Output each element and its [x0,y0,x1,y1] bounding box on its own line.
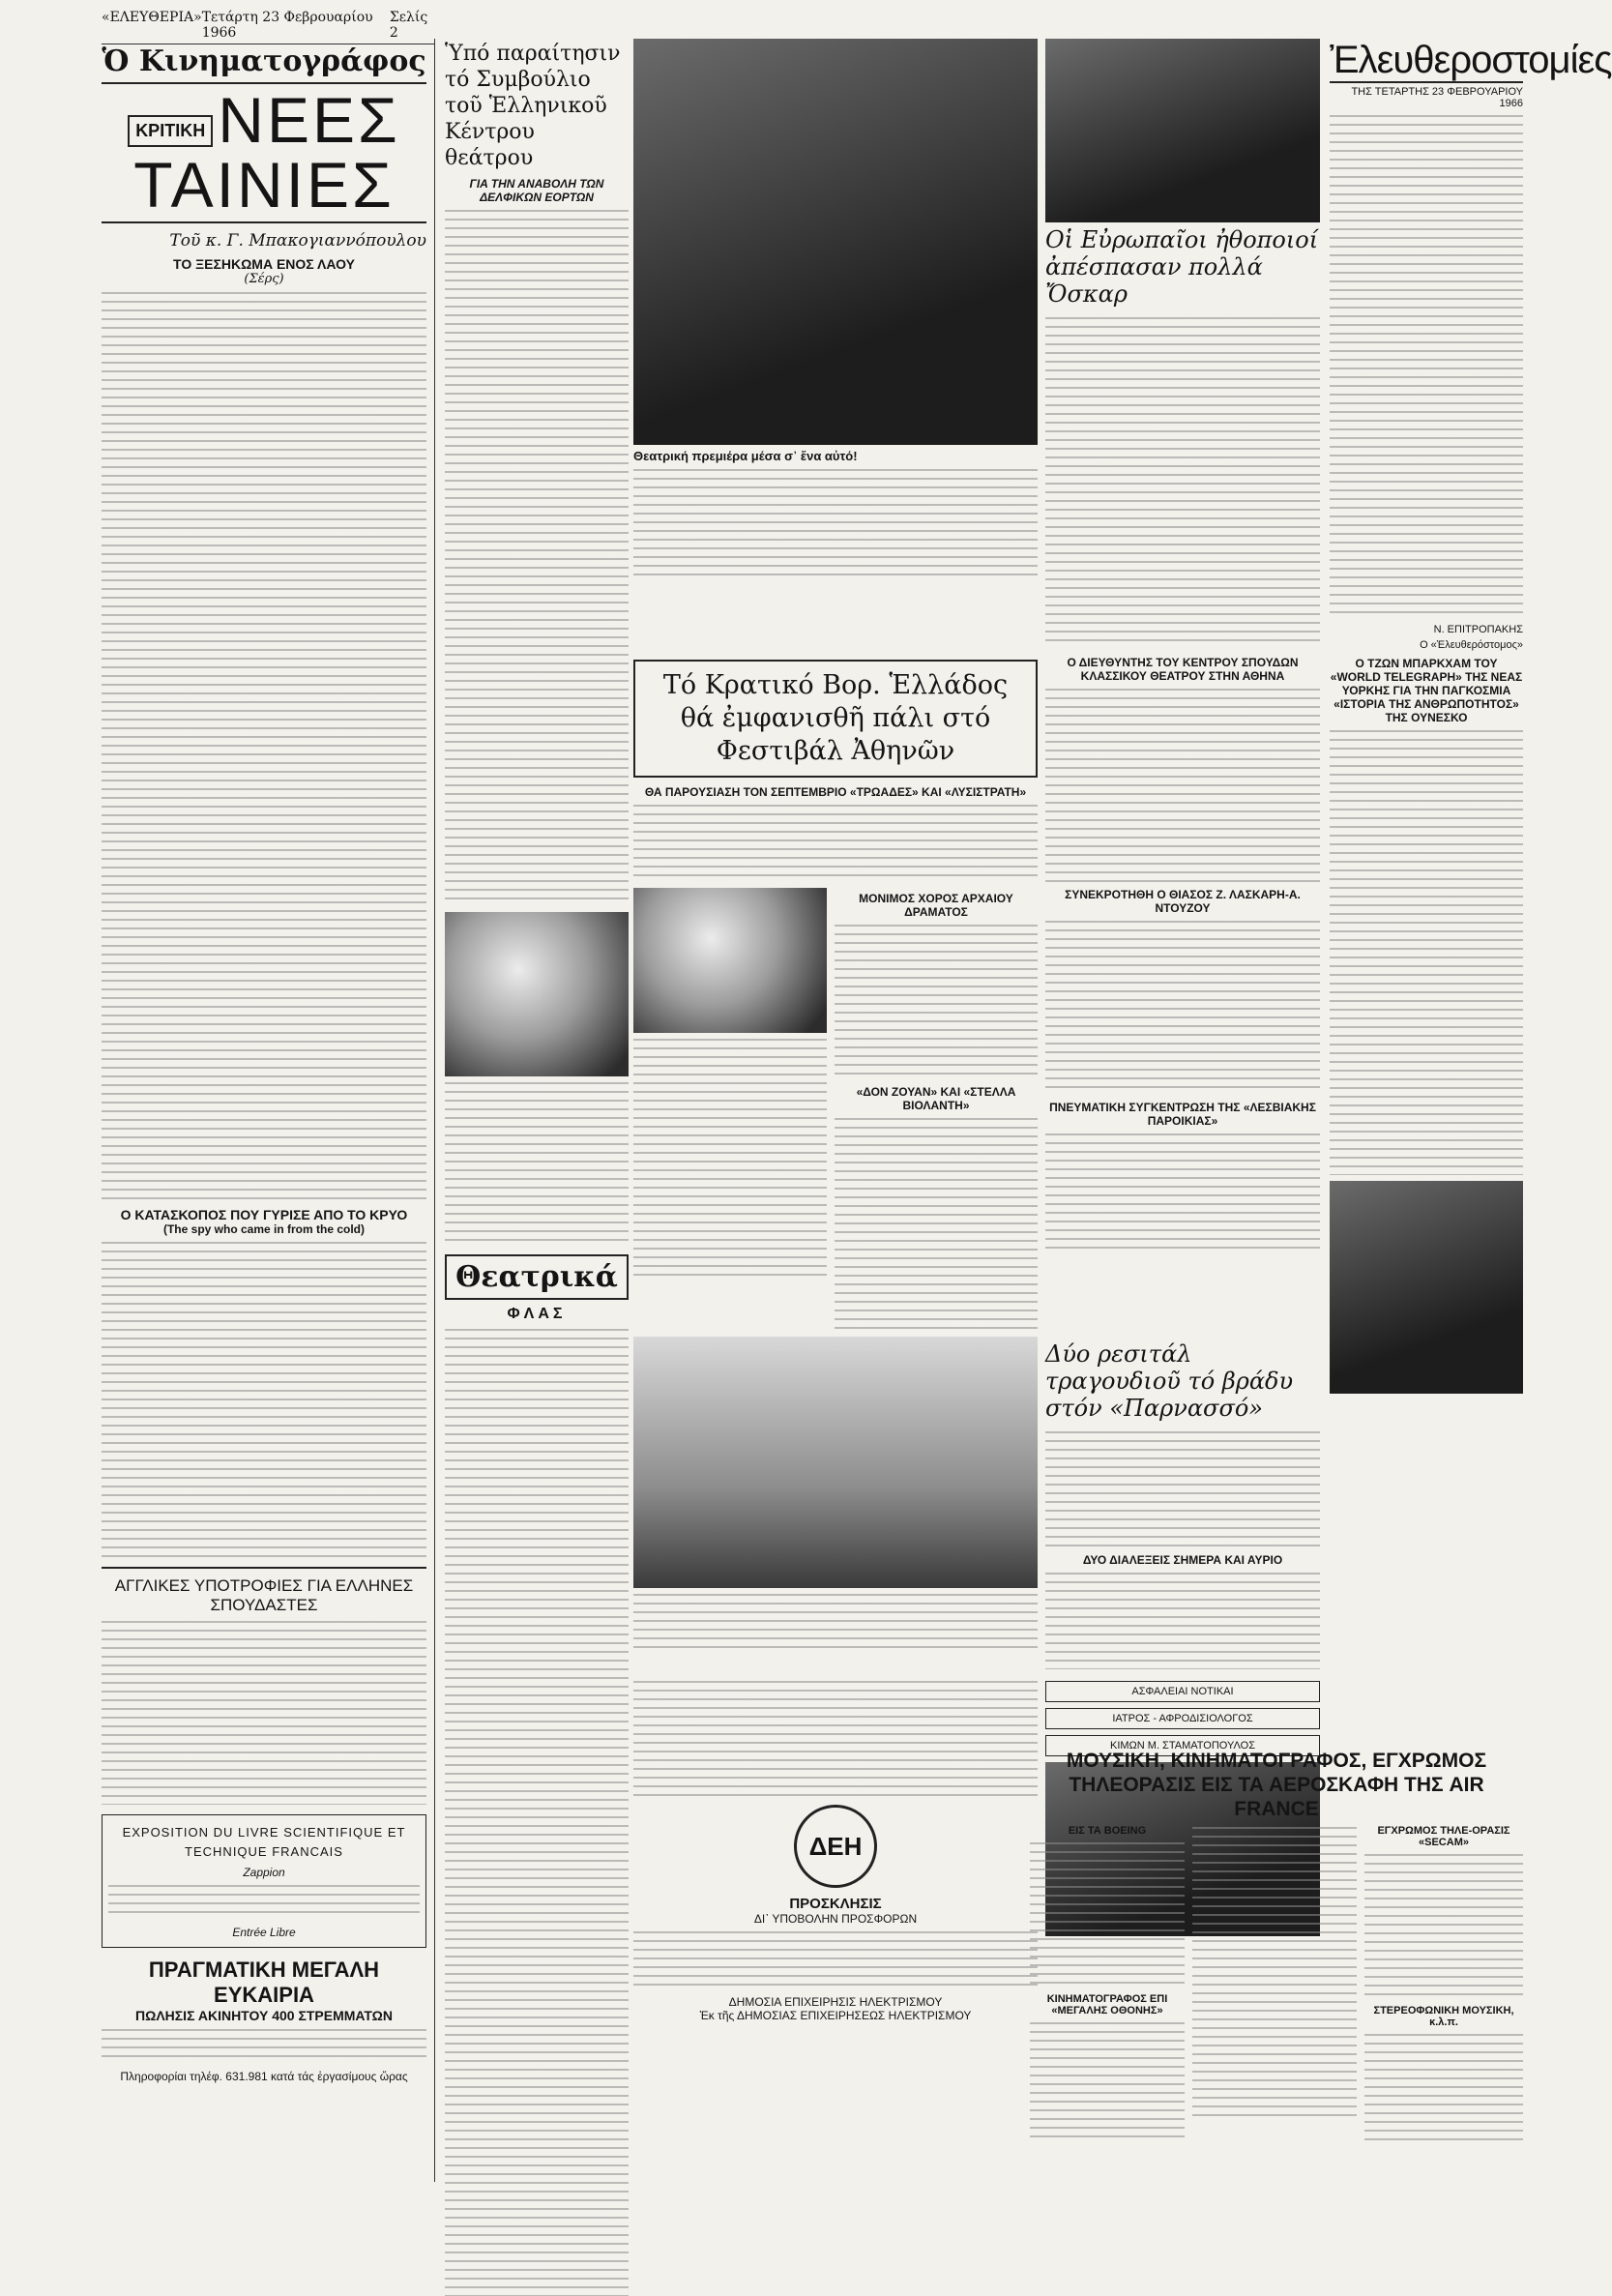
director-text [1045,689,1320,882]
boeing-text [1030,1842,1185,1987]
insurance-ad: ΑΣΦΑΛΕΙΑΙ ΝΟΤΙΚΑΙ [1045,1681,1320,1702]
spy-film-head: Ο ΚΑΤΑΣΚΟΠΟΣ ΠΟΥ ΓΥΡΙΣΕ ΑΠΟ ΤΟ ΚΡΥΟ [120,1207,408,1222]
recital-text [1045,1431,1320,1547]
permanent-chorus-head: ΜΟΝΙΜΟΣ ΧΟΡΟΣ ΑΡΧΑΙΟΥ ΔΡΑΜΑΤΟΣ [859,892,1013,919]
dancers-caption [633,1594,1038,1652]
council-article-text [445,210,629,906]
don-juan-text [835,1118,1038,1331]
airfrance-article [1030,1741,1523,2146]
boeing-sub: ΕΙΣ ΤΑ BOEING [1068,1825,1147,1837]
lesbian-head: ΠΝΕΥΜΑΤΙΚΗ ΣΥΓΚΕΝΤΡΩΣΗ ΤΗΣ «ΛΕΣΒΙΑΚΗΣ ΠΑΡΟΙΚΙΑΣ» [1049,1101,1316,1128]
dei-logo: ΔΕΗ [794,1805,877,1888]
headline-nees: ΝΕΕΣ [218,84,400,156]
flas-text [445,1329,629,2296]
editorial-signature-1: Ν. ΕΠΙΤΡΟΠΑΚΗΣ [1433,624,1523,635]
page-number: Σελίς 2 [389,10,428,41]
exposition-venue: Zappion [243,1866,285,1879]
oscar-text [1045,317,1320,646]
cinema-sub: ΚΙΝΗΜΑΤΟΓΡΑΦΟΣ ΕΠΙ «ΜΕΓΑΛΗΣ ΟΘΟΝΗΣ» [1046,1993,1168,2016]
land-sale-sub: ΠΩΛΗΣΙΣ ΑΚΙΝΗΤΟΥ 400 ΣΤΡΕΜΜΑΤΩΝ [135,2008,393,2023]
airfrance-middle-text [1192,1827,1357,2117]
film-note: (Σέρς) [244,272,284,286]
exposition-ad [102,1814,426,1948]
council-headline: Ὑπό παραίτησιν τό Συμβούλιο τοῦ Ἑλληνικοῦ Κέντρου θεάτρου [445,42,621,170]
permanent-chorus-text [835,925,1038,1079]
tender-footer: Ἐκ τῆς ΔΗΜΟΣΙΑΣ ΕΠΙΧΕΙΡΗΣΕΩΣ ΗΛΕΚΤΡΙΣΜΟΥ [699,2009,972,2022]
newspaper-name: «ΕΛΕΥΘΕΡΙΑ» [102,10,202,25]
tv-sub: ΕΓΧΡΩΜΟΣ ΤΗΛΕ-ΟΡΑΣΙΣ «SECAM» [1377,1825,1510,1848]
spy-article-text [102,1242,426,1561]
theatre-column [445,39,629,2182]
doctor-ad: ΙΑΤΡΟΣ - ΑΦΡΟΔΙΣΙΟΛΟΓΟΣ [1045,1708,1320,1729]
director-head: Ο ΔΙΕΥΘΥΝΤΗΣ ΤΟΥ ΚΕΝΤΡΟΥ ΣΠΟΥΔΩΝ ΚΛΑΣΣΙΚΟΥ ΘΕΑΤΡΟΥ ΣΤΗΝ ΑΘΗΝΑ [1067,656,1299,683]
spy-film-subtitle: (The spy who came in from the cold) [162,1222,366,1236]
state-theatre-headline: Τό Κρατικό Βορ. Ἑλλάδος θά ἐμφανισθῆ πάλι στό Φεστιβάλ Ἀθηνῶν [633,660,1038,778]
state-theatre-sub: ΘΑ ΠΑΡΟΥΣΙΑΣΗ ΤΟΝ ΣΕΠΤΕΜΒΡΙΟ «ΤΡΩΑΔΕΣ» ΚΑΙ «ΛΥΣΙΣΤΡΑΤΗ» [644,785,1027,799]
editorial-text [1330,115,1523,618]
tv-text [1364,1854,1523,1999]
exposition-entry: Entrée Libre [232,1926,296,1939]
airfrance-headline: ΜΟΥΣΙΚΗ, ΚΙΝΗΜΑΤΟΓΡΑΦΟΣ, ΕΓΧΡΩΜΟΣ ΤΗΛΕΟΡΑΣΙΣ ΕΙΣ ΤΑ ΑΕΡΟΣΚΑΦΗ ΤΗΣ AIR FRANCE [1066,1750,1487,1820]
photo-caption: Θεατρική πρεμιέρα μέσα σ᾽ ἕνα αὐτό! [633,449,858,463]
actor-photo [445,912,629,1076]
editorial-signature-2: Ο «Ἐλευθερόστομος» [1420,639,1523,651]
lectures-text [1045,1573,1320,1669]
caption-text [633,469,1038,575]
exposition-title: EXPOSITION DU LIVRE SCIENTIFIQUE ET TECHNIQUE FRANCAIS [122,1825,406,1859]
actors-photo-left [633,888,827,1033]
headline-tainies: ΤΑΙΝΙΕΣ [133,149,395,221]
oscar-head: Οἱ Εὐρωπαῖοι ἠθοποιοί ἀπέσπασαν πολλά Ὄσκαρ [1045,226,1319,308]
scholarships-text [102,1621,426,1805]
continuation-text [445,1082,629,1247]
film-title: ΤΟ ΞΕΣΗΚΩΜΑ ΕΝΟΣ ΛΑΟΥ [173,256,355,272]
state-theatre-text [633,805,1038,882]
land-sale-ad [102,1957,426,2083]
cinema-column [102,39,435,2182]
don-juan-head: «ΔΟΝ ΖΟΥΑΝ» ΚΑΙ «ΣΤΕΛΛΑ ΒΙΟΛΑΝΤΗ» [856,1085,1016,1112]
land-sale-phone: Πληροφορίαι τηλέφ. 631.981 κατά τάς ἐργασίμους ὥρας [120,2070,408,2083]
lesbian-text [1045,1133,1320,1250]
cinema-article-text [102,292,426,1201]
land-sale-text [102,2029,426,2064]
tender-org: ΔΗΜΟΣΙΑ ΕΠΙΧΕΙΡΗΣΙΣ ΗΛΕΚΤΡΙΣΜΟΥ [728,1995,943,2009]
editorial-title: Ἐλευθεροστομίες [1330,39,1612,81]
right-building-photo [1045,39,1320,222]
singer-text [633,1681,1038,1797]
theatrika-title: Θεατρικά [445,1254,629,1300]
critic-label: ΚΡΙΤΙΚΗ [128,115,213,147]
theatre-bus-photo [633,39,1038,445]
tender-head: ΠΡΟΣΚΛΗΣΙΣ [789,1896,882,1912]
land-sale-head: ΠΡΑΓΜΑΤΙΚΗ ΜΕΓΑΛΗ ΕΥΚΑΙΡΙΑ [148,1957,380,2007]
recital-head: Δύο ρεσιτάλ τραγουδιοῦ τό βράδυ στόν «Παρνασσό» [1045,1340,1294,1422]
tender-text [633,1931,1038,1989]
music-sub: ΣΤΕΡΕΟΦΩΝΙΚΗ ΜΟΥΣΙΚΗ, κ.λ.π. [1373,2005,1514,2028]
cabin-photo-right [1330,1181,1523,1394]
cinema-sub-text [1030,2022,1185,2138]
flas-title: ΦΛΑΣ [507,1306,567,1322]
actors-text-left [633,1039,827,1280]
exposition-hours [108,1885,420,1920]
dancers-photo [633,1337,1038,1588]
lectures-head: ΔΥΟ ΔΙΑΛΕΞΕΙΣ ΣΗΜΕΡΑ ΚΑΙ ΑΥΡΙΟ [1082,1553,1283,1567]
tender-sub: ΔΙ᾽ ΥΠΟΒΟΛΗΝ ΠΡΟΣΦΟΡΩΝ [753,1912,918,1926]
cinema-section-title: Ὁ Κινηματογράφος [102,44,426,78]
obgyn-ad: ΚΙΜΩΝ Μ. ΣΤΑΜΑΤΟΠΟΥΛΟΣ [1045,1735,1320,1756]
unesco-text [1330,730,1523,1175]
troupe-text [1045,921,1320,1095]
troupe-head: ΣΥΝΕΚΡΟΤΗΘΗ Ο ΘΙΑΣΟΣ Ζ. ΛΑΣΚΑΡΗ-Α. ΝΤΟΥΖΟΥ [1065,888,1301,915]
music-text [1364,2034,1523,2140]
article-byline: Τοῦ κ. Γ. Μπακογιαννόπουλου [169,231,426,250]
editorial-date: ΤΗΣ ΤΕΤΑΡΤΗΣ 23 ΦΕΒΡΟΥΑΡΙΟΥ 1966 [1351,86,1523,109]
council-kicker: ΓΙΑ ΤΗΝ ΑΝΑΒΟΛΗ ΤΩΝ ΔΕΛΦΙΚΩΝ ΕΟΡΤΩΝ [469,177,604,204]
scholarships-head: ΑΓΓΛΙΚΕΣ ΥΠΟΤΡΟΦΙΕΣ ΓΙΑ ΕΛΛΗΝΕΣ ΣΠΟΥΔΑΣΤΕΣ [114,1576,414,1614]
issue-date: Τετάρτη 23 Φεβρουαρίου 1966 [201,10,373,41]
unesco-head: Ο ΤΖΩΝ ΜΠΑΡΚΧΑΜ ΤΟΥ «WORLD TELEGRAPH» ΤΗΣ ΝΕΑΣ ΥΟΡΚΗΣ ΓΙΑ ΤΗΝ ΠΑΓΚΟΣΜΙΑ «ΙΣΤΟΡΙΑ ΤΗΣ ΑΝΘΡΩΠΟΤΗΤΟΣ» ΤΗΣ ΟΥΝΕΣΚΟ [1330,657,1523,724]
